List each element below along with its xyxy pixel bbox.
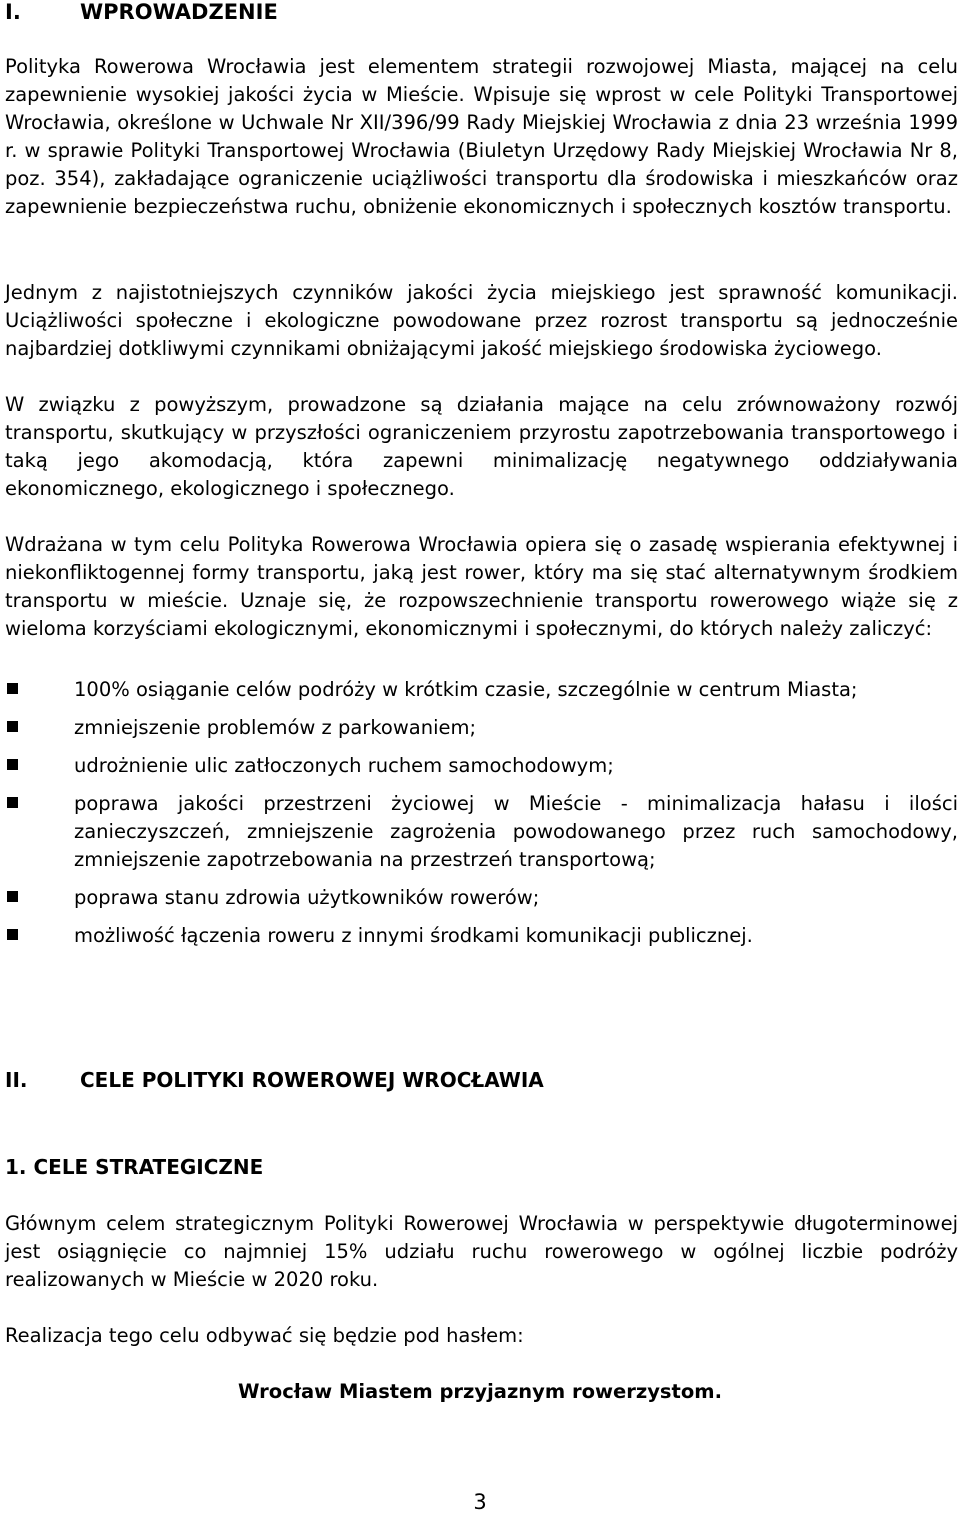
realization-paragraph: Realizacja tego celu odbywać się będzie pod hasłem: <box>5 1324 524 1347</box>
list-item <box>5 676 958 704</box>
page-number: 3 <box>473 1490 487 1514</box>
square-bullet-icon <box>7 929 18 940</box>
square-bullet-icon <box>7 759 18 770</box>
slogan: Wrocław Miastem przyjaznym rowerzystom. <box>238 1380 722 1403</box>
intro-paragraph-4: Wdrażana w tym celu Polityka Rowerowa Wrocławia opiera się o zasadę wspierania efektywnej i niekonfliktogennej formy transportu, jaką jest rower, który ma się stać alternatywnym środkiem transportu w mieście. Uznaje się, że rozpowszechnienie transportu rowerowego wiąże się z wieloma korzyściami ekologicznymi, ekonomicznymi i społecznymi, do których należy zaliczyć: <box>5 533 958 640</box>
benefits-list <box>5 676 958 960</box>
section-1-number: I. <box>5 0 21 24</box>
section-1-title: WPROWADZENIE <box>80 0 278 24</box>
intro-paragraph-3: W związku z powyższym, prowadzone są działania mające na celu zrównoważony rozwój transportu, skutkujący w przyszłości ograniczeniem przyrostu zapotrzebowania transportowego i taką jego akomodacją, która zapewni minimalizację negatywnego oddziaływania ekonomicznego, ekologicznego i społecznego. <box>5 393 958 500</box>
list-item-text: zmniejszenie problemów z parkowaniem; <box>74 716 477 739</box>
list-item <box>5 922 958 950</box>
list-item-text: udrożnienie ulic zatłoczonych ruchem samochodowym; <box>74 754 614 777</box>
list-item <box>5 752 958 780</box>
list-item <box>5 884 958 912</box>
square-bullet-icon <box>7 797 18 808</box>
section-2-title: CELE POLITYKI ROWEROWEJ WROCŁAWIA <box>80 1068 544 1092</box>
list-item-text: poprawa stanu zdrowia użytkowników rowerów; <box>74 886 540 909</box>
section-1-heading <box>5 0 958 26</box>
list-item <box>5 790 958 874</box>
list-item-text: poprawa jakości przestrzeni życiowej w Mieście - minimalizacja hałasu i ilości zanieczyszczeń, zmniejszenie zagrożenia powodowanego przez ruch samochodowy, zmniejszenie zapotrzebowania na przestrzeń transportową; <box>74 792 958 871</box>
section-2-number: II. <box>5 1068 28 1092</box>
square-bullet-icon <box>7 891 18 902</box>
section-2-heading <box>5 1066 958 1094</box>
square-bullet-icon <box>7 721 18 732</box>
list-item <box>5 714 958 742</box>
intro-paragraph-2: Jednym z najistotniejszych czynników jakości życia miejskiego jest sprawność komunikacji. Uciążliwości społeczne i ekologiczne powodowane przez rozrost transportu są jednocześnie najbardziej dotkliwymi czynnikami obniżającymi jakość miejskiego środowiska życiowego. <box>5 281 958 360</box>
strategic-goal-paragraph: Głównym celem strategicznym Polityki Rowerowej Wrocławia w perspektywie długoterminowej jest osiągnięcie co najmniej 15% udziału ruchu rowerowego w ogólnej liczbie podróży realizowanych w Mieście w 2020 roku. <box>5 1212 958 1291</box>
intro-paragraph-1: Polityka Rowerowa Wrocławia jest elementem strategii rozwojowej Miasta, mającej na celu zapewnienie wysokiej jakości życia w Mieście. Wpisuje się wprost w cele Polityki Transportowej Wrocławia, określone w Uchwale Nr XII/396/99 Rady Miejskiej Wrocławia z dnia 23 września 1999 r. w sprawie Polityki Transportowej Wrocławia (Biuletyn Urzędowy Rady Miejskiej Wrocławia Nr 8, poz. 354), zakładające ograniczenie uciążliwości transportu dla środowiska i mieszkańców oraz zapewnienie bezpieczeństwa ruchu, obniżenie ekonomicznych i społecznych kosztów transportu. <box>5 55 958 218</box>
square-bullet-icon <box>7 683 18 694</box>
list-item-text: możliwość łączenia roweru z innymi środkami komunikacji publicznej. <box>74 924 753 947</box>
subsection-heading: 1. CELE STRATEGICZNE <box>5 1155 264 1179</box>
list-item-text: 100% osiąganie celów podróży w krótkim czasie, szczególnie w centrum Miasta; <box>74 678 858 701</box>
